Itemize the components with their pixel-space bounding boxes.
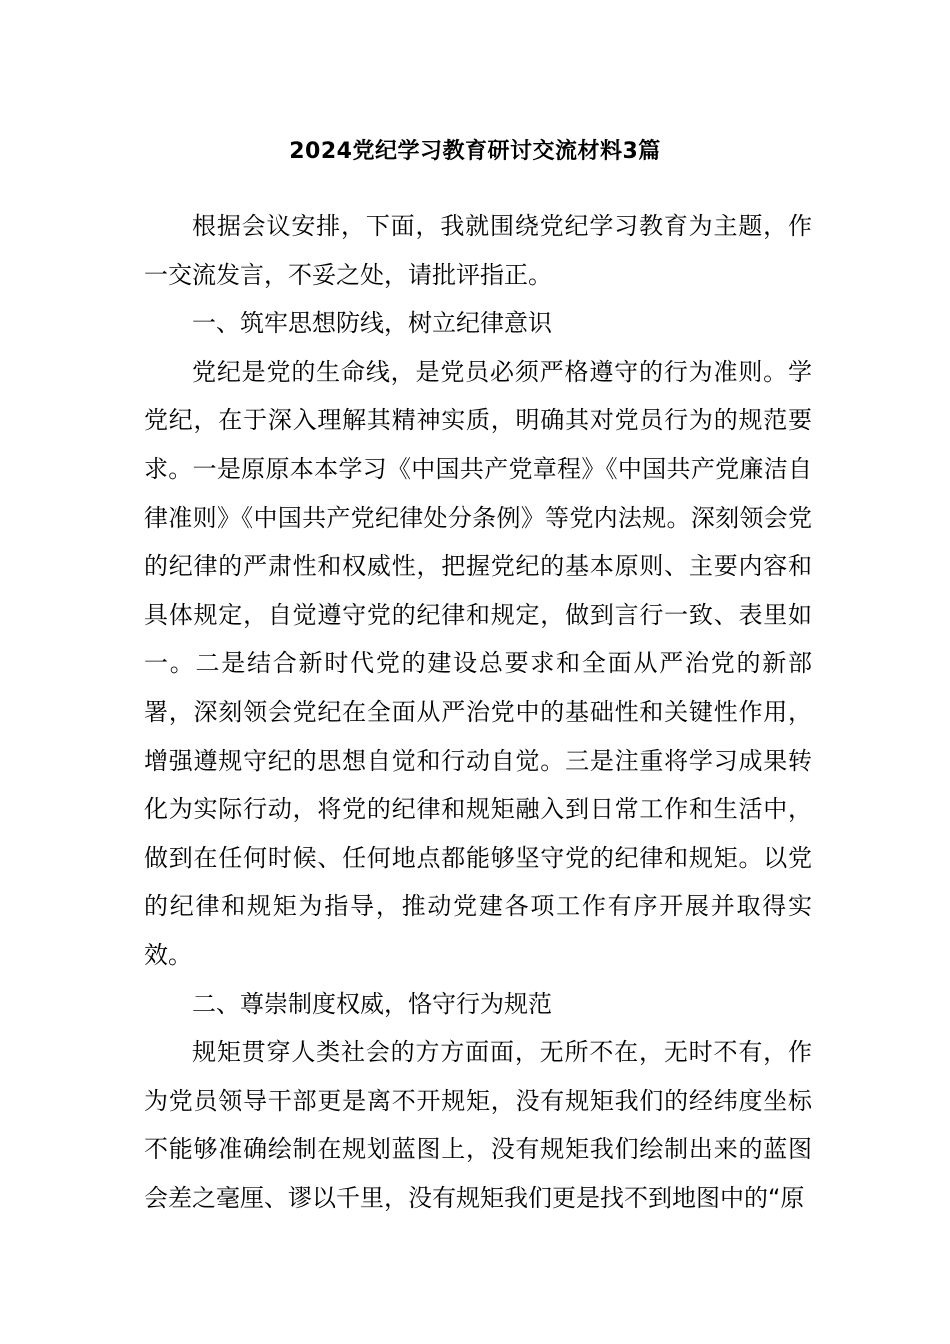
section-heading-1: 一、筑牢思想防线，树立纪律意识: [192, 309, 552, 338]
section-heading-2: 二、尊崇制度权威，恪守行为规范: [192, 989, 552, 1018]
paragraph-section-1: 党纪是党的生命线，是党员必须严格遵守的行为准则。学党纪，在于深入理解其精神实质，明确其对党员行为的规范要求。一是原原本本学习《中国共产党章程》《中国共产党廉洁自律准则》《中国共产党纪律处分条例》等党内法规。深刻领会党的纪律的严肃性和权威性，把握党纪的基本原则、主要内容和具体规定，自觉遵守党的纪律和规定，做到言行一致、表里如一。二是结合新时代党的建设总要求和全面从严治党的新部署，深刻领会党纪在全面从严治党中的基础性和关键性作用，增强遵规守纪的思想自觉和行动自觉。三是注重将学习成果转化为实际行动，将党的纪律和规矩融入到日常工作和生活中，做到在任何时候、任何地点都能够坚守党的纪律和规矩。以党的纪律和规矩为指导，推动党建各项工作有序开展并取得实效。: [144, 357, 812, 969]
document-title: 2024党纪学习教育研讨交流材料3篇: [289, 139, 661, 164]
paragraph-section-2: 规矩贯穿人类社会的方方面面，无所不在，无时不有，作为党员领导干部更是离不开规矩，没有规矩我们的经纬度坐标不能够准确绘制在规划蓝图上，没有规矩我们绘制出来的蓝图会差之毫厘、谬以千里，没有规矩我们更是找不到地图中的“原: [144, 1038, 812, 1212]
paragraph-intro: 根据会议安排，下面，我就围绕党纪学习教育为主题，作一交流发言，不妥之处，请批评指正。: [144, 212, 812, 289]
document-body: [144, 202, 812, 1222]
